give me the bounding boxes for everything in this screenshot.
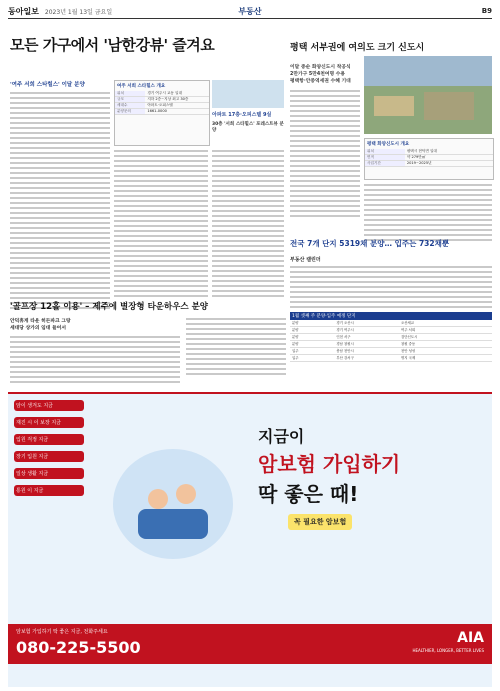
project-info-box [114, 80, 210, 146]
ad-phone-label: 암보험 가입하기 딱 좋은 지금, 전화주세요 [16, 629, 108, 635]
info-row: 세대수 아파트·오피스텔 [115, 103, 209, 109]
right-subhead-2: 2만가구 5만4천여명 수용 [290, 72, 346, 77]
ad-bubble: 암이 생겨도 지금 [14, 400, 84, 411]
table-row: 입주 충남 천안시 천안 성성 [290, 348, 492, 355]
masthead [8, 4, 492, 19]
right-headline: 평택 서부권에 여의도 크기 신도시 [290, 43, 425, 53]
pyeongtaek-info-box [364, 138, 494, 180]
right-subhead-3: 평택항·안중역세권 수혜 기대 [290, 79, 351, 84]
calendar-text [290, 266, 492, 311]
right-subheadline-1: 아파트 17층·오피스텔 9실 [212, 112, 272, 118]
lower-subhead-1: 안덕휴게 타운 히든파크 그랑 [10, 319, 71, 324]
brand-slogan: HEALTHIER, LONGER, BETTER LIVES [412, 648, 484, 653]
table-row: 분양 인천 서구 검단신도시 [290, 334, 492, 341]
ad-phone-number[interactable]: 080-225-5500 [16, 638, 141, 657]
pt-info-row: 위치 평택시 현덕면 일대 [365, 149, 493, 155]
ad-bubble: 장기 입원 지금 [14, 451, 84, 462]
ad-headline-3: 딱 좋은 때! [258, 482, 359, 506]
right-article-text-2 [364, 184, 492, 244]
table-row: 분양 경남 창원시 창원 중동 [290, 341, 492, 348]
info-row: 위치 경기 여주시 교동 일대 [115, 91, 209, 97]
ad-bubble: 통원 이 지금 [14, 485, 84, 496]
brand-logo: AIA [457, 630, 484, 646]
left-article [10, 80, 110, 312]
ad-headline-1: 지금이 [258, 427, 305, 446]
issue-date: 2023년 1월 13일 금요일 [44, 8, 113, 16]
lower-subhead-2: 세대당 상가의 임대 들어서 [10, 326, 66, 331]
page-number: B9 [481, 7, 492, 15]
table-row: 입주 부산 강서구 명지 국제 [290, 355, 492, 362]
newspaper-logo: 동아일보 [8, 6, 39, 16]
insurance-ad [8, 392, 492, 687]
left-subheadline: '여주 서희 스타힐스' 이달 분양 [10, 82, 85, 88]
ad-phone-bar [8, 624, 492, 664]
ad-bubble: 일상 생활 지금 [14, 468, 84, 479]
aerial-photo [364, 56, 492, 134]
right-article-text [290, 90, 360, 220]
pt-info-row: 사업기간 2019~2025년 [365, 161, 493, 167]
ad-bubbles [14, 400, 84, 496]
calendar-subhead: 부동산 캘린더 [290, 257, 321, 263]
body-text-lines [10, 92, 110, 309]
ad-headline-2: 암보험 가입하기 [258, 452, 401, 476]
calendar-table [290, 320, 492, 362]
table-row: 분양 경기 여주시 여주 서희 [290, 327, 492, 334]
lower-article-text-2 [186, 318, 286, 378]
ad-badge: 꼭 필요한 암보험 [288, 514, 352, 530]
lower-headline: '골프장 12홀 이용' – 제주에 별장형 타운하우스 분양 [10, 302, 209, 312]
middle-column-text [114, 150, 208, 300]
info-row: 규모 지하 2층~지상 최고 30층 [115, 97, 209, 103]
section-title: 부동산 [238, 6, 262, 16]
hidden [212, 80, 288, 260]
info-row: 분양문의 1661-0000 [115, 109, 209, 115]
right-subhead-1: 이달 중순 화양신도시 착공식 [290, 65, 351, 70]
lower-subheads [10, 318, 110, 332]
ad-bubble: 재진 시 이 보장 지금 [14, 417, 84, 428]
ad-bubble: 입원 걱정 지금 [14, 434, 84, 445]
table-row: 분양 경기 오산시 오산세교 [290, 320, 492, 327]
skydiver-illustration [98, 404, 248, 604]
info-box-title: 여주 서희 스타힐스 개요 [117, 84, 166, 89]
calendar-headline: 전국 7개 단지 5319채 분양… 입주는 732채뿐 [290, 239, 450, 248]
pt-info-row: 면적 약 279만㎡ [365, 155, 493, 161]
right-subheads [290, 64, 360, 85]
right-subheadline-2: 30층 '서희 스타힐스' 포레스트뷰 분양 [212, 122, 284, 133]
calendar-table-title: 1월 셋째 주 분양·입주 예정 단지 [290, 312, 492, 320]
lower-article-text [10, 336, 180, 386]
main-headline: 모든 가구에서 '남한강뷰' 즐겨요 [10, 36, 215, 54]
pt-box-title: 평택 화양신도시 개요 [367, 142, 410, 147]
